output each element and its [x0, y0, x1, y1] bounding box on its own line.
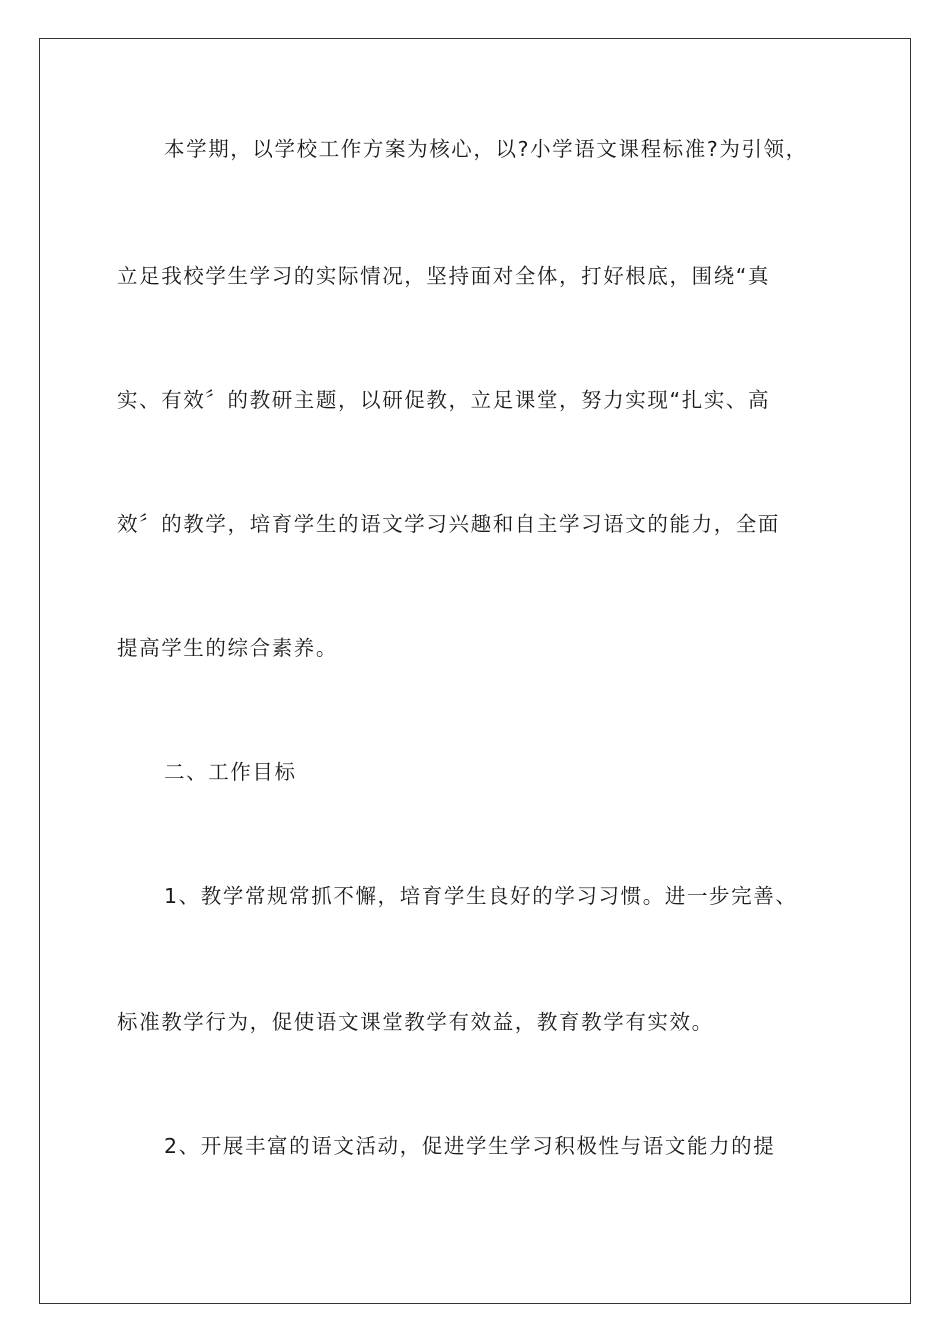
paragraph-1-line-3: 实、有效〞的教研主题，以研促教，立足课堂，努力实现“扎实、高	[117, 388, 771, 412]
paragraph-1-line-4: 效〞的教学，培育学生的语文学习兴趣和自主学习语文的能力，全面	[117, 512, 780, 536]
item-2-line-1: 2、开展丰富的语文活动，促进学生学习积极性与语文能力的提	[164, 1134, 776, 1158]
paragraph-1-line-1: 本学期，以学校工作方案为核心，以?小学语文课程标准?为引领，	[164, 137, 808, 161]
page-border	[39, 38, 911, 1304]
section-heading: 二、工作目标	[164, 760, 297, 784]
paragraph-1-line-2: 立足我校学生学习的实际情况，坚持面对全体，打好根底，围绕“真	[117, 264, 771, 288]
paragraph-1-line-5: 提高学生的综合素养。	[117, 636, 338, 660]
item-1-line-2: 标准教学行为，促使语文课堂教学有效益，教育教学有实效。	[117, 1010, 714, 1034]
item-1-line-1: 1、教学常规常抓不懈，培育学生良好的学习习惯。进一步完善、	[164, 884, 798, 908]
